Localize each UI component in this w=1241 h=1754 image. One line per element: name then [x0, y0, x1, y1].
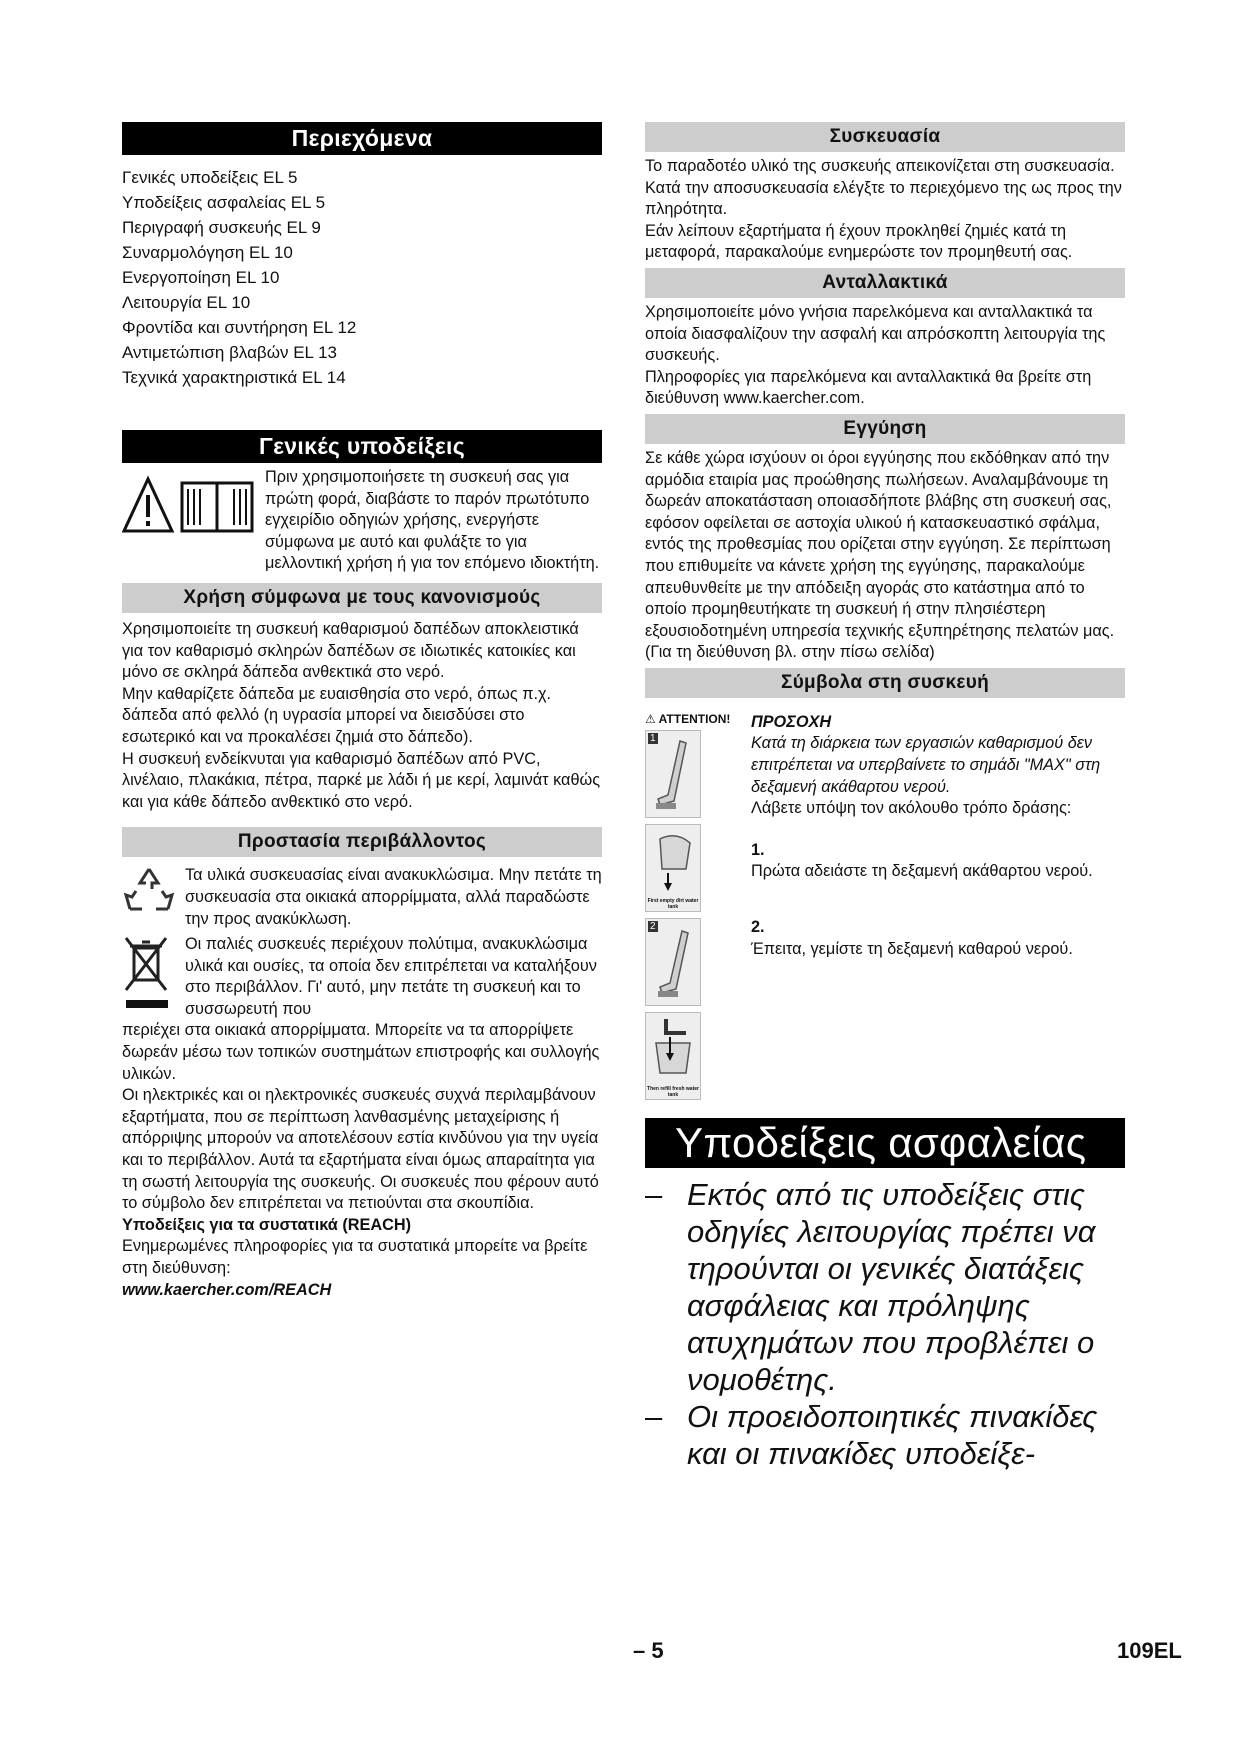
warranty-text-1: Σε κάθε χώρα ισχύουν οι όροι εγγύησης που εκδόθηκαν από την αρμόδια εταιρία μας προώθησης πωλήσεων. Αναλαμβάνουμε τη δωρεάν αποκατάσταση οποιασδήποτε βλάβης στη συσκευή σας, εφόσον οφείλεται σε αστοχία υλικού ή κατασκευαστικό σφάλμα, εντός της προθεσμίας που ορίζεται στην εγγύηση. Σε περίπτωση που επιθυμείτε να κάνετε χρήση της εγγύησης, παρακαλούμε απευθυνθείτε με την απόδειξη αγοράς στο κατάστημα από το οποίο προμηθευτήκατε τη συσκευή ή στην πλησιέστερη εξουσιοδοτημένη υπηρεσία τεχνικής εξυπηρέτησης πελατών μας.	[645, 448, 1115, 640]
environment-title: Προστασία περιβάλλοντος	[122, 827, 602, 857]
recycling-block	[122, 865, 602, 930]
recycling-icon-wrap	[122, 865, 185, 922]
page-code: 109EL	[1117, 1638, 1182, 1663]
spares-title: Ανταλλακτικά	[645, 268, 1125, 298]
toc-item[interactable]: Υποδείξεις ασφαλείας EL 5	[122, 193, 326, 212]
reach-text: Ενημερωμένες πληροφορίες για τα συστατικά μπορείτε να βρείτε στη διεύθυνση:	[122, 1237, 588, 1277]
toc-item[interactable]: Τεχνικά χαρακτηριστικά EL 14	[122, 368, 346, 387]
proper-use-title: Χρήση σύμφωνα με τους κανονισμούς	[122, 583, 602, 613]
toc-item[interactable]: Ενεργοποίηση EL 10	[122, 268, 280, 287]
toc-list	[122, 165, 602, 390]
reach-title: Υποδείξεις για τα συστατικά (REACH)	[122, 1215, 412, 1234]
safety-title: Υποδείξεις ασφαλείας	[645, 1118, 1125, 1168]
figure-caption: First empty dirt water tank	[647, 897, 699, 910]
spares-text-1: Χρησιμοποιείτε μόνο γνήσια παρελκόμενα και ανταλλακτικά τα οποία διασφαλίζουν την ασφαλή και απρόσκοπτη λειτουργία της συσκευής.	[645, 302, 1106, 365]
right-column	[645, 122, 1125, 1472]
figure-empty-dirt-tank-2	[645, 824, 701, 912]
safety-item-text: Εκτός από τις υποδείξεις στις οδηγίες λειτουργίας πρέπει να τηρούνται οι γενικές διατάξεις ασφάλειας και πρόληψης ατυχημάτων που προβλέπει ο νομοθέτης.	[687, 1176, 1096, 1397]
weee-text: Οι παλιές συσκευές περιέχουν πολύτιμα, ανακυκλώσιμα υλικά και ουσίες, τα οποία δεν επιτρέπεται να καταλήξουν στο περιβάλλον. Γι' αυτό, μην πετάτε τη συσκευή και το συσσωρευτή που	[185, 935, 597, 1018]
toc-item[interactable]: Λειτουργία EL 10	[122, 293, 251, 312]
toc-item[interactable]: Αντιμετώπιση βλαβών EL 13	[122, 343, 337, 362]
figure-step-badge: 2	[650, 920, 656, 932]
general-icons	[122, 467, 265, 542]
spares-text-2: Πληροφορίες για παρελκόμενα και ανταλλακτικά θα βρείτε στη διεύθυνση www.kaercher.com.	[645, 367, 1092, 408]
general-intro-block	[122, 467, 602, 575]
electronics-text: Οι ηλεκτρικές και οι ηλεκτρονικές συσκευές συχνά περιλαμβάνουν εξαρτήματα, που σε περίπτωση λανθασμένης μεταχείρισης ή απόρριψης μπορούν να αποτελέσουν εστία κινδύνου για την υγεία και το περιβάλλον. Αυτά τα εξαρτήματα είναι όμως απαραίτητα για τη σωστή λειτουργία της συσκευής. Οι συσκευές που φέρουν αυτό το σύμβολο δεν επιτρέπεται να πετιούνται στα σκουπίδια.	[122, 1086, 599, 1213]
figure-step-badge: 1	[650, 732, 656, 744]
step-1-number: 1.	[751, 840, 765, 859]
symbols-text	[751, 712, 1125, 960]
caution-note: Λάβετε υπόψη τον ακόλουθο τρόπο δράσης:	[751, 799, 1072, 818]
caution-title: ΠΡΟΣΟΧΗ	[751, 712, 832, 731]
left-column	[122, 122, 602, 1301]
warranty-title: Εγγύηση	[645, 414, 1125, 444]
packaging-title: Συσκευασία	[645, 122, 1125, 152]
general-intro-text: Πριν χρησιμοποιήσετε τη συσκευή σας για πρώτη φορά, διαβάστε το παρόν πρωτότυπο εγχειρίδιο οδηγιών χρήσης, ενεργήστε σύμφωνα με αυτό και φυλάξτε το για μελλοντική χρήση ή για τον επόμενο ιδιοκτήτη.	[265, 468, 600, 573]
crossed-out-bin-icon	[122, 934, 172, 1010]
weee-block	[122, 934, 602, 1020]
weee-text-continued: περιέχει στα οικιακά απορρίμματα. Μπορείτε να τα απορρίψετε δωρεάν μέσω των τοπικών συστημάτων επιστροφής και συλλογής υλικών.	[122, 1021, 600, 1083]
figure-empty-dirt-tank-1	[645, 730, 701, 818]
reach-link[interactable]: www.kaercher.com/REACH	[122, 1280, 332, 1299]
warning-read-manual-icon	[122, 475, 262, 537]
figure-refill-fresh-tank-1	[645, 918, 701, 1006]
recycling-text: Τα υλικά συσκευασίας είναι ανακυκλώσιμα. Μην πετάτε τη συσκευασία στα οικιακά απορρίμματα, αλλά παραδώστε την προς ανακύκλωση.	[185, 866, 602, 928]
safety-item	[645, 1398, 1125, 1472]
symbols-block	[645, 712, 1125, 1100]
safety-item-text: Οι προειδοποιητικές πινακίδες και οι πινακίδες υποδείξε-	[687, 1398, 1098, 1471]
warning-triangle-icon: ⚠	[645, 711, 656, 726]
list-dash: –	[645, 1176, 663, 1212]
symbols-figures	[645, 712, 751, 1100]
weee-icon-wrap	[122, 934, 185, 1015]
recycling-icon	[122, 865, 176, 917]
proper-use-text-1: Χρησιμοποιείτε τη συσκευή καθαρισμού δαπέδων αποκλειστικά για τον καθαρισμό σκληρών δαπέδων σε ιδιωτικές κατοικίες και μόνο σε σκληρά δάπεδα ανθεκτικά στο νερό.	[122, 619, 579, 682]
toc-item[interactable]: Φροντίδα και συντήρηση EL 12	[122, 318, 357, 337]
step-2-text: Έπειτα, γεμίστε τη δεξαμενή καθαρού νερού.	[751, 939, 1073, 958]
attention-label-text: ATTENTION!	[658, 711, 731, 726]
proper-use-text-3: Η συσκευή ενδείκνυται για καθαρισμό δαπέδων από PVC, λινέλαιο, πλακάκια, πέτρα, παρκέ με λάδι ή με κερί, λαμινάτ καθώς και για κάθε δάπεδο ανθεκτικό στο νερό.	[122, 749, 601, 811]
step-1-text: Πρώτα αδειάστε τη δεξαμενή ακάθαρτου νερού.	[751, 862, 1093, 881]
toc-item[interactable]: Περιγραφή συσκευής EL 9	[122, 218, 321, 237]
safety-item	[645, 1176, 1125, 1398]
empty-tank-icon	[646, 825, 700, 895]
attention-label	[645, 712, 751, 726]
safety-list	[645, 1176, 1125, 1472]
proper-use-text-2: Μην καθαρίζετε δάπεδα με ευαισθησία στο νερό, όπως π.χ. δάπεδα από φελλό (η υγρασία μπορεί να διεισδύσει στο εσωτερικό και να προκαλέσει ζημιά στο δάπεδο).	[122, 684, 552, 746]
page-number: – 5	[633, 1638, 664, 1663]
caution-text: Κατά τη διάρκεια των εργασιών καθαρισμού δεν επιτρέπεται να υπερβαίνετε το σημάδι "MAX" στη δεξαμενή ακάθαρτου νερού.	[751, 734, 1101, 796]
list-dash: –	[645, 1398, 663, 1434]
refill-tank-icon	[646, 1013, 700, 1083]
toc-item[interactable]: Συναρμολόγηση EL 10	[122, 243, 293, 262]
figure-caption: Then refill fresh water tank	[647, 1085, 699, 1098]
warranty-text-2: (Για τη διεύθυνση βλ. στην πίσω σελίδα)	[645, 643, 935, 662]
figure-refill-fresh-tank-2	[645, 1012, 701, 1100]
symbols-title: Σύμβολα στη συσκευή	[645, 668, 1125, 698]
toc-item[interactable]: Γενικές υποδείξεις EL 5	[122, 168, 298, 187]
toc-title: Περιεχόμενα	[122, 122, 602, 155]
general-title: Γενικές υποδείξεις	[122, 430, 602, 463]
step-2-number: 2.	[751, 918, 765, 937]
packaging-text-1: Το παραδοτέο υλικό της συσκευής απεικονίζεται στη συσκευασία. Κατά την αποσυσκευασία ελέγξτε το περιεχόμενο της ως προς την πληρότητα.	[645, 157, 1122, 219]
packaging-text-2: Εάν λείπουν εξαρτήματα ή έχουν προκληθεί ζημιές κατά τη μεταφορά, παρακαλούμε ενημερώστε τον προμηθευτή σας.	[645, 221, 1073, 262]
